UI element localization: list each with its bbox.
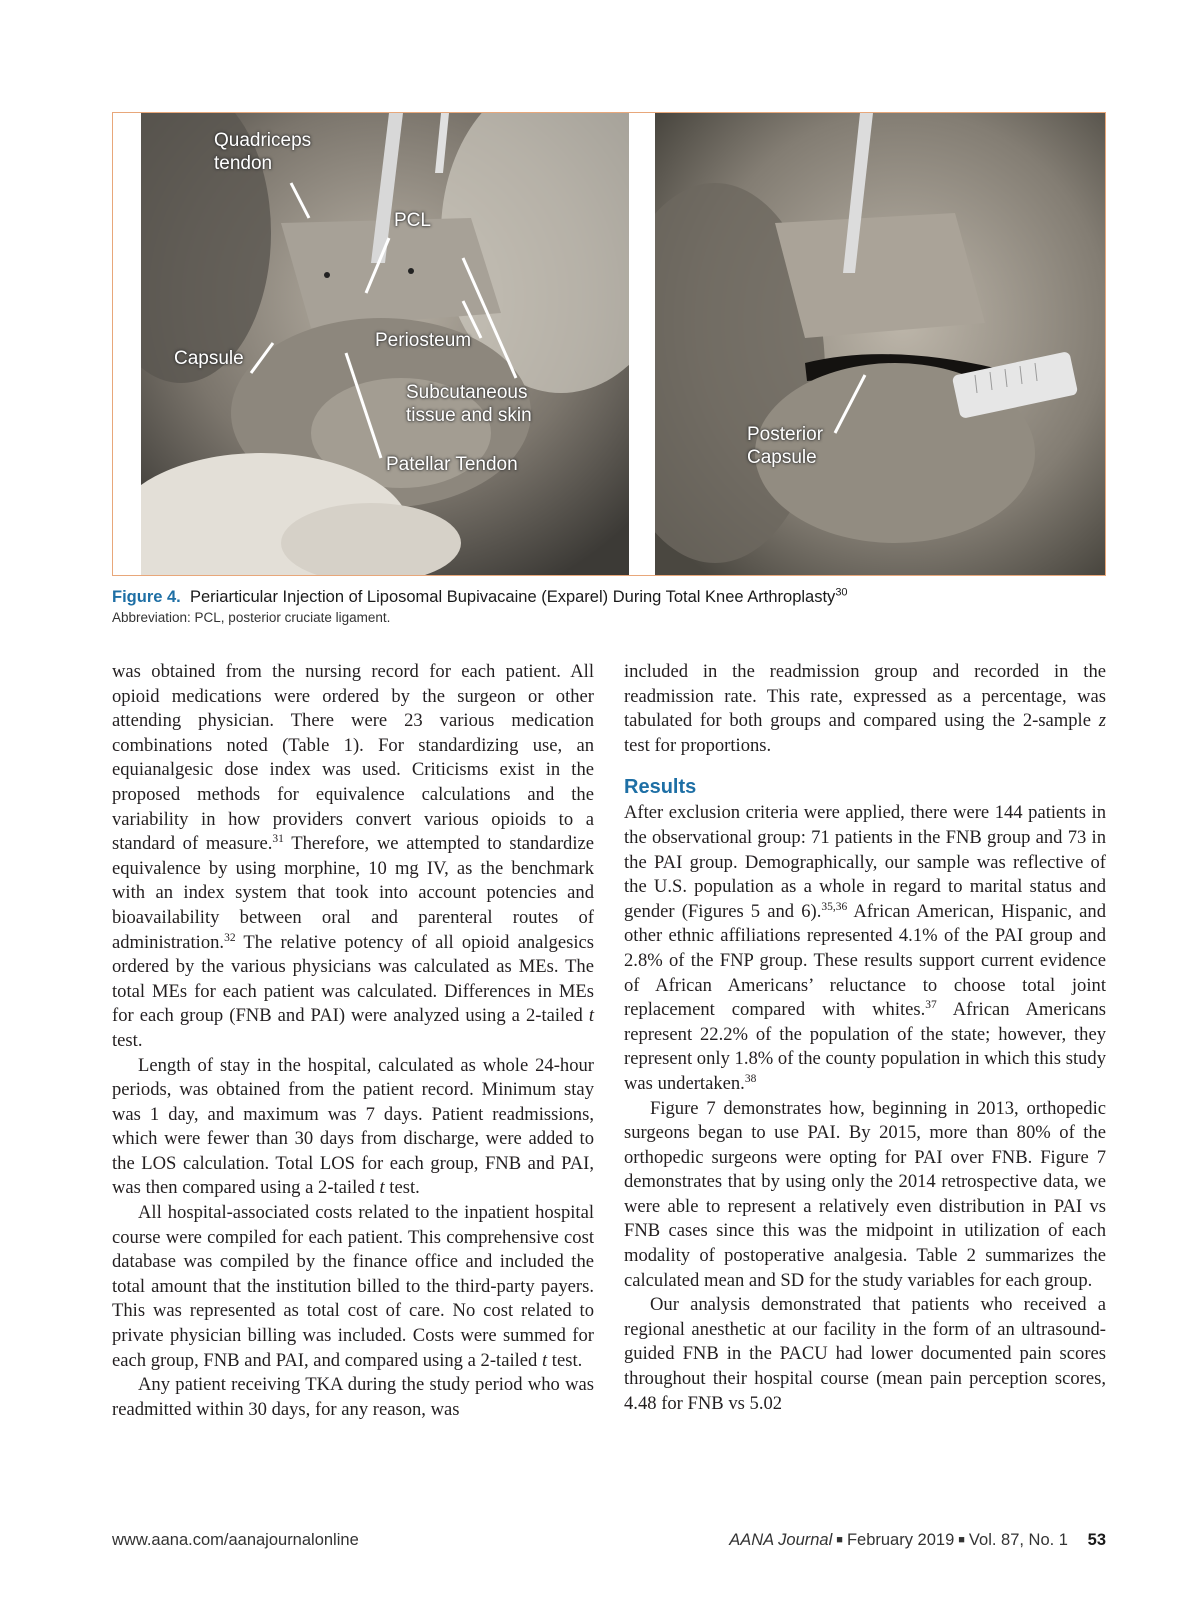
caption-text: Periarticular Injection of Liposomal Bupivacaine (Exparel) During Total Knee Arthroplasty [189, 588, 836, 606]
citation: 35,36 [821, 900, 848, 913]
section-heading-results: Results [624, 776, 697, 799]
label-periosteum: Periosteum [375, 330, 472, 351]
citation: 37 [925, 998, 937, 1011]
figure-4 [112, 112, 1106, 576]
caption-abbreviation: Abbreviation: PCL, posterior cruciate ligament. [112, 610, 391, 625]
label-quadriceps-tendon: Quadriceps tendon [214, 130, 312, 174]
caption-ref: 30 [835, 586, 848, 599]
paragraph: was obtained from the nursing record for each patient. All opioid medications were ordered by the surgeon or other attending physician. There were 23 various medication combinations noted (Table 1). For standardizing use, an equianalgesic dose index was used. Criticisms exist in the proposed methods for equivalence calculations and the variability in how providers convert various opioids to a standard of measure.$^{31}$ Therefore, we attempted to standardize equivalence by using morphine, 10 mg IV, as the benchmark with an index system that took into account potencies and bioavailability between oral and parenteral routes of administration.$^{32}$ The relative potency of all opioid analgesics ordered by the various physicians was calculated as MEs. The total MEs for each patient was calculated. Differences in MEs for each group (FNB and PAI) were analyzed using a 2-tailed t test. [112, 661, 594, 1051]
page-footer [112, 1531, 1106, 1555]
label-patellar-tendon: Patellar Tendon [386, 454, 518, 475]
label-pcl: PCL [394, 210, 431, 231]
paragraph: Length of stay in the hospital, calculated as whole 24-hour periods, was obtained from the patient record. Minimum stay was 1 day, and maximum was 7 days. Patient readmissions, which were fewer than 30 days from discharge, were added to the LOS calculation. Total LOS for each group, FNB and PAI, was then compared using a 2-tailed t test. [112, 1054, 594, 1199]
citation: 38 [744, 1072, 757, 1085]
knee-surgery-photo-left [141, 113, 629, 575]
paragraph: After exclusion criteria were applied, there were 144 patients in the observational group: 71 patients in the FNB group and 73 in the PAI group. Demographically, our sample was reflective of the U.S. population as a whole in regard to marital status and gender (Figures 5 and 6).$^{35,36}$ African American, Hispanic, and other ethnic affiliations represented 4.1% of the PAI group and 2.8% of the FNP group. These results support current evidence of African Americans’ reluctance to choose total joint replacement compared with whites.$^{37}$ African Americans represent 22.2% of the population of the state; however, they represent only 1.8% of the county population in which this study was undertaken.$^{38}$ [624, 802, 1106, 1094]
label-subcutaneous-tissue: Subcutaneous tissue and skin [406, 382, 532, 426]
citation: 32 [224, 931, 236, 944]
citation: 31 [272, 832, 284, 845]
figure-caption [112, 586, 1106, 627]
paragraph: Our analysis demonstrated that patients who received a regional anesthetic at our facility in the form of an ultrasound-guided FNB in the PACU had lower documented pain scores throughout their hospital course (mean pain perception scores, 4.48 for FNB vs 5.02 [624, 1294, 1106, 1414]
label-capsule: Capsule [174, 348, 244, 369]
footer-url[interactable]: www.aana.com/aanajournalonline [112, 1531, 359, 1549]
paragraph: Figure 7 demonstrates how, beginning in 2013, orthopedic surgeons began to use PAI. By 2015, more than 80% of the orthopedic surgeons were opting for PAI over FNB. Figure 7 demonstrates that by using only the 2014 retrospective data, we were able to represent a relatively even distribution in PAI vs FNB cases since this was the midpoint in utilization of each modality of postoperative analgesia. Table 2 summarizes the calculated mean and SD for the study variables for each group. [624, 1097, 1106, 1291]
footer-journal-info: AANA Journal ■ February 2019 ■ Vol. 87, No. 1 [729, 1531, 1068, 1549]
caption-title [112, 586, 1106, 608]
caption-label: Figure 4. [112, 588, 181, 606]
paragraph: All hospital-associated costs related to the inpatient hospital course were compiled for each patient. This comprehensive cost database was compiled by the finance office and included the total amount that the institution billed to the third-party payers. This was represented as total cost of care. No cost related to private physician billing was included. Costs were summed for each group, FNB and PAI, and compared using a 2-tailed t test. [112, 1202, 594, 1371]
page-number: 53 [1087, 1531, 1106, 1549]
right-column [624, 660, 1106, 1416]
label-posterior-capsule: Posterior Capsule [747, 424, 824, 468]
paragraph: Any patient receiving TKA during the study period who was readmitted within 30 days, for any reason, was [112, 1374, 594, 1420]
paragraph: included in the readmission group and recorded in the readmission rate. This rate, expressed as a percentage, was tabulated for both groups and compared using the 2-sample z test for proportions. [624, 661, 1106, 756]
knee-surgery-photo-right [655, 113, 1105, 575]
left-column [112, 660, 594, 1422]
